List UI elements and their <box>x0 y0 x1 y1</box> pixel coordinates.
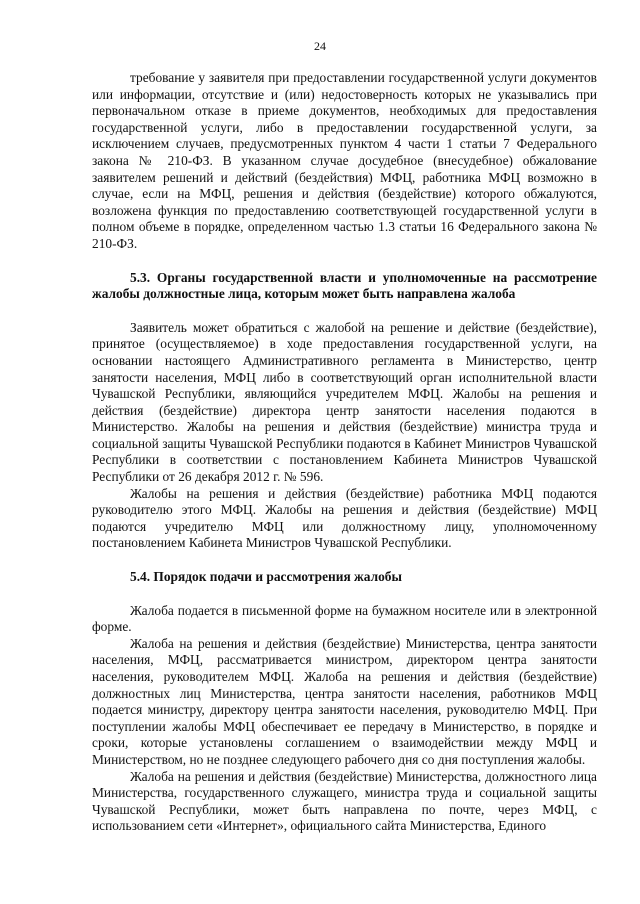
section-5-4-paragraph: Жалоба на решения и действия (бездействие) Министерства, центра занятости населения, МФЦ, рассматривается министром, директором центра занятости населения, руководителем МФЦ. Жалоба на решения и действия (бездействие) должностных лиц Министерства, центра занятости населения, работников МФЦ подается министру, директору центра занятости населения, руководителю МФЦ. При поступлении жалобы МФЦ обеспечивает ее передачу в Министерство, в порядке и сроки, которые установлены соглашением о взаимодействии между МФЦ и Министерством, но не позднее следующего рабочего дня со дня поступления жалобы. <box>92 635 597 767</box>
document-body <box>92 70 597 835</box>
section-5-4-paragraph: Жалоба подается в письменной форме на бумажном носителе или в электронной форме. <box>92 602 597 635</box>
section-5-3-heading: 5.3. Органы государственной власти и уполномоченные на рассмотрение жалобы должностные лица, которым может быть направлена жалоба <box>92 269 597 302</box>
section-5-3-paragraph: Жалобы на решения и действия (бездействие) работника МФЦ подаются руководителю этого МФЦ. Жалобы на решения и действия (бездействие) МФЦ подаются учредителю МФЦ или должностному лицу, уполномоченному постановлением Кабинета Министров Чувашской Республики. <box>92 485 597 551</box>
section-5-4-heading: 5.4. Порядок подачи и рассмотрения жалобы <box>130 569 402 585</box>
paragraph-continuation: требование у заявителя при предоставлении государственной услуги документов или информации, отсутствие и (или) недостоверность которых не указывались при первоначальном отказе в приеме документов, необходимых для предоставления государственной услуги, либо в предоставлении государственной услуги, за исключением случаев, предусмотренных пунктом 4 части 1 статьи 7 Федерального закона № 210-ФЗ. В указанном случае досудебное (внесудебное) обжалование заявителем решений и действий (бездействия) МФЦ, работника МФЦ возможно в случае, если на МФЦ, решения и действия (бездействие) которого обжалуются, возложена функция по предоставлению соответствующей государственной услуги в полном объеме в порядке, определенном частью 1.3 статьи 16 Федерального закона № 210-ФЗ. <box>92 70 597 251</box>
page-number: 24 <box>314 39 326 53</box>
section-5-4-paragraph: Жалоба на решения и действия (бездействие) Министерства, должностного лица Министерства, государственного служащего, министра труда и социальной защиты Чувашской Республики, может быть направлена по почте, через МФЦ, с использованием сети «Интернет», официального сайта Министерства, Единого <box>92 768 597 834</box>
section-5-3-paragraph: Заявитель может обратиться с жалобой на решение и действие (бездействие), принятое (осуществляемое) в ходе предоставления государственной услуги, на основании настоящего Административного регламента в Министерство, центр занятости населения, МФЦ либо в соответствующий орган исполнительной власти Чувашской Республики, являющийся учредителем МФЦ. Жалобы на решения и действия (бездействие) директора центр занятости населения подаются в Министерство. Жалобы на решения и действия (бездействие) министра труда и социальной защиты Чувашской Республики подаются в Кабинет Министров Чувашской Республики в соответствии с постановлением Кабинета Министров Чувашской Республики от 26 декабря 2012 г. № 596. <box>92 319 597 485</box>
